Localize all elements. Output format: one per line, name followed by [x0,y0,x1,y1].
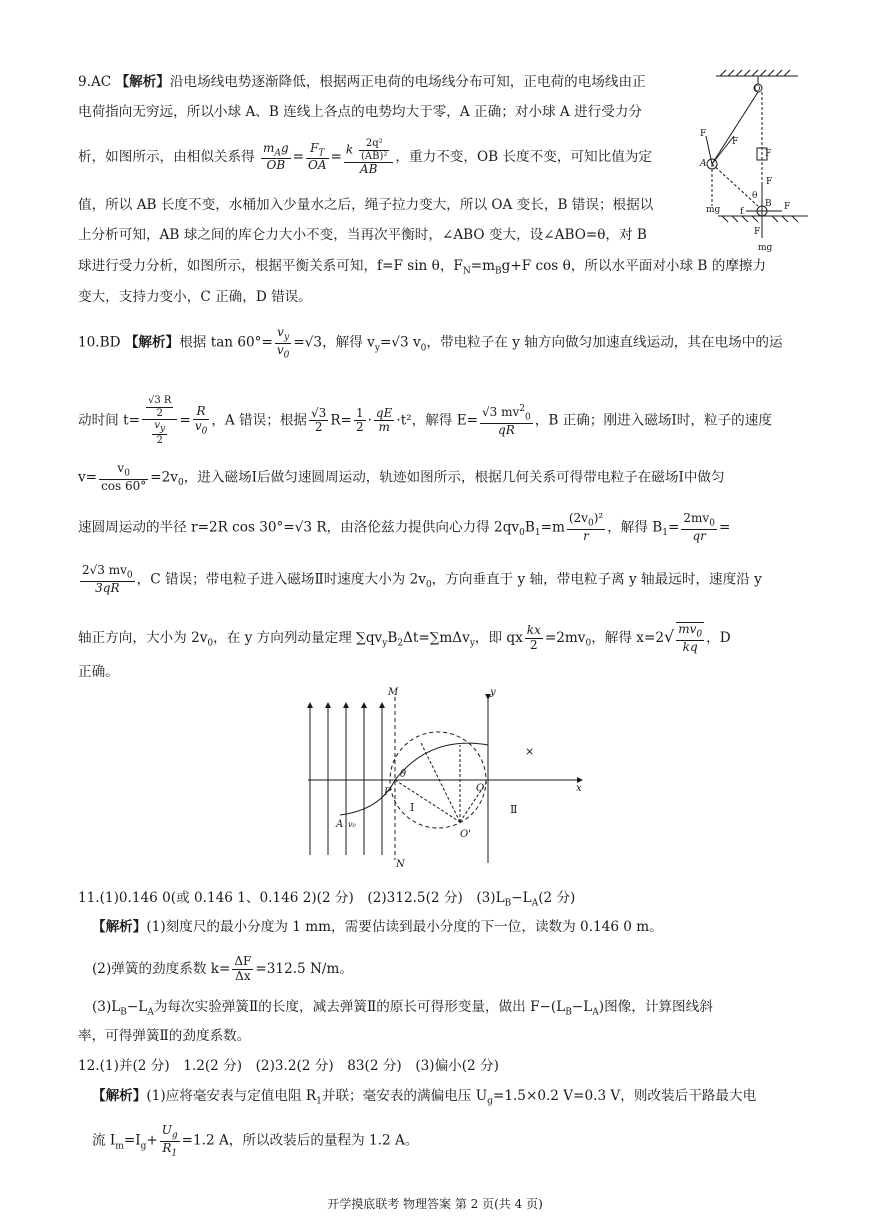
svg-text:O: O [476,783,485,794]
figure-trajectory [300,685,600,870]
q10-line-7: 正确。 [78,664,119,680]
svg-text:N: N [396,859,405,870]
svg-text:mg: mg [758,243,773,253]
q10-line-5: $\frac{2√3 mv_0}{3qR}$ ，C 错误；带电粒子进入磁场Ⅱ时速度大小为 $2v_0$，方向垂直于 y 轴，带电粒子离 y 轴最远时，速度沿 y [82,563,762,595]
svg-text:F: F [765,149,772,159]
q9-line-5: 上分析可知，AB 球之间的库仑力大小不变，当再次平衡时，∠ABO 变大，设∠ABO=θ，对 B [78,227,647,243]
svg-text:v₀: v₀ [348,820,356,829]
q9-text: ，重力不变，OB 长度不变，可知比值为定 [395,148,652,165]
svg-text:x: x [576,783,582,794]
q9-line-3: 析，如图所示，由相似关系得 $\frac{m_Ag}{OB}$ = $\frac{F_T}{OA}$ = k $\frac{\text{2q²}}{\text{(AB)²}}$ AB ，重力不变，OB 长度不变，可知比值为定 [78,138,652,176]
fraction-time: $\frac{\frac{√3 R}{2}}{\frac{v_y}{2}}$ [142,395,177,447]
q11-line-2: (2)弹簧的劲度系数 k= $\frac{\Delta F}{\Delta x}$ =312.5 N/m。 [92,954,353,983]
q10-line-4: 速圆周运动的半径 r=2R cos 30°=√3 R，由洛伦兹力提供向心力得 $2qv_0B_1=m$ $\frac{(2v_0)^2}{r}$ ，解得 $B_1=$ $\frac{2mv_0}{qr}$ = [78,511,731,543]
svg-text:Ⅰ: Ⅰ [410,801,415,814]
q10-line-3: v= $\frac{v_0}{\cos 60^\circ}$ $=2v_0$，进入磁场Ⅰ后做匀速圆周运动，轨迹如图所示，根据几何关系可得带电粒子在磁场Ⅰ中做匀 [78,461,725,493]
q9-line-4: 值，所以 AB 长度不变，水桶加入少量水之后，绳子拉力变大，所以 OA 变长，B 错误；根据以 [78,197,654,213]
svg-text:F: F [754,227,761,237]
q11-line-3: $(3)L_B-L_A$为每次实验弹簧Ⅱ的长度，减去弹簧Ⅱ的原长可得形变量，做出 $F-(L_B-L_A)$图像，计算图线斜 [92,999,713,1018]
svg-text:O: O [754,84,761,93]
q9-text: 沿电场线电势逐渐降低，根据两正电荷的电场线分布可知，正电荷的电场线由正 [169,74,646,90]
svg-text:A: A [336,819,344,830]
svg-text:y: y [490,687,496,698]
q12-answer: 12.(1)并(2 分) 1.2(2 分) (2)3.2(2 分) 83(2 分) (3)偏小(2 分) [78,1058,499,1074]
q9-line-1 [78,70,646,90]
q10-line-1: 10.BD 【解析】根据 tan 60°= $\frac{v_y}{v_0}$ =√3，解得 $v_y=√3$ $v_0$，带电粒子在 y 轴方向做匀加速直线运动，其在电场中的运 [78,325,783,361]
svg-text:×: × [525,745,535,758]
fraction-coulomb: k $\frac{\text{2q²}}{\text{(AB)²}}$ AB [344,138,394,177]
rope-OA [712,92,758,164]
svg-text:P: P [384,787,391,798]
figure-force-analysis [698,66,810,256]
svg-text:θ: θ [400,769,407,780]
svg-text:O': O' [460,829,471,840]
page-footer: 开学摸底联考 物理答案 第 2 页(共 4 页) [327,1197,543,1211]
q10-line-6: 轴正方向，大小为 $2v_0$，在 y 方向列动量定理 $\sum qv_yB_2\Delta t=\sum m\Delta v_y$，即 qx $\frac{kx}{2}$ $=2mv_0$，解得 x=2√ $\frac{mv_0}{kq}$ ，D [78,622,731,654]
q12-line-2: 流 $I_m=I_g+$ $\frac{U_g}{R_1}$ =1.2 A，所以改装后的量程为 1.2 A。 [92,1123,419,1159]
q9-tag: 【解析】 [115,74,170,90]
svg-text:F: F [766,177,773,187]
svg-text:F: F [784,202,791,212]
q9-line-2: 电荷指向无穷远，所以小球 A、B 连线上各点的电势均大于零，A 正确；对小球 A 进行受力分 [78,104,643,120]
q9-line-6: 球进行受力分析，如图所示，根据平衡关系可知，f=F sin θ，$F_N=m_Bg+F$ cos θ，所以水平面对小球 B 的摩擦力 [78,258,767,277]
svg-text:M: M [388,687,399,698]
fraction-mag-ob: $\frac{m_Ag}{OB}$ [263,140,289,173]
svg-text:f: f [740,207,744,217]
svg-text:θ: θ [752,191,758,201]
svg-text:mg: mg [706,205,721,215]
fraction-ft-oa: $\frac{F_T}{OA}$ [308,140,327,173]
svg-text:F: F [732,137,739,147]
svg-text:A: A [700,159,707,169]
q9-text: 析，如图所示，由相似关系得 [78,148,255,165]
q11-answer: 11.(1)0.146 0(或 0.146 1、0.146 2)(2 分) (2)312.5(2 分) $(3)L_B-L_A(2$ 分) [78,890,576,909]
q11-line-4: 率，可得弹簧Ⅱ的劲度系数。 [78,1028,251,1044]
q10-line-2: 动时间 t= $\frac{\frac{√3 R}{2}}{\frac{v_y}{2}}$ = $\frac{R}{v_0}$ ，A 错误；根据 $\frac{√3}{2}$ R= $\frac{1}{2}$ · $\frac{qE}{m}$ ·t²，解得 E= $\frac{√3 mv^2_0}{qR}$ ，B 正确；刚进入磁场Ⅰ时，粒子的速度 [78,395,772,447]
q12-line-1: 【解析】(1)应将毫安表与定值电阻 $R_1$并联；毫安表的满偏电压 $U_g=1.5\times 0.2$ V=0.3 V，则改装后干路最大电 [92,1088,757,1107]
svg-text:B: B [765,199,772,209]
q9-number: 9.AC [78,74,112,90]
svg-text:Ⅱ: Ⅱ [510,803,518,816]
q9-line-7: 变大，支持力变小，C 正确，D 错误。 [78,289,312,305]
q11-line-1: 【解析】(1)刻度尺的最小分度为 1 mm，需要估读到最小分度的下一位，读数为 0.146 0 m。 [92,919,663,935]
svg-text:F: F [700,129,707,139]
